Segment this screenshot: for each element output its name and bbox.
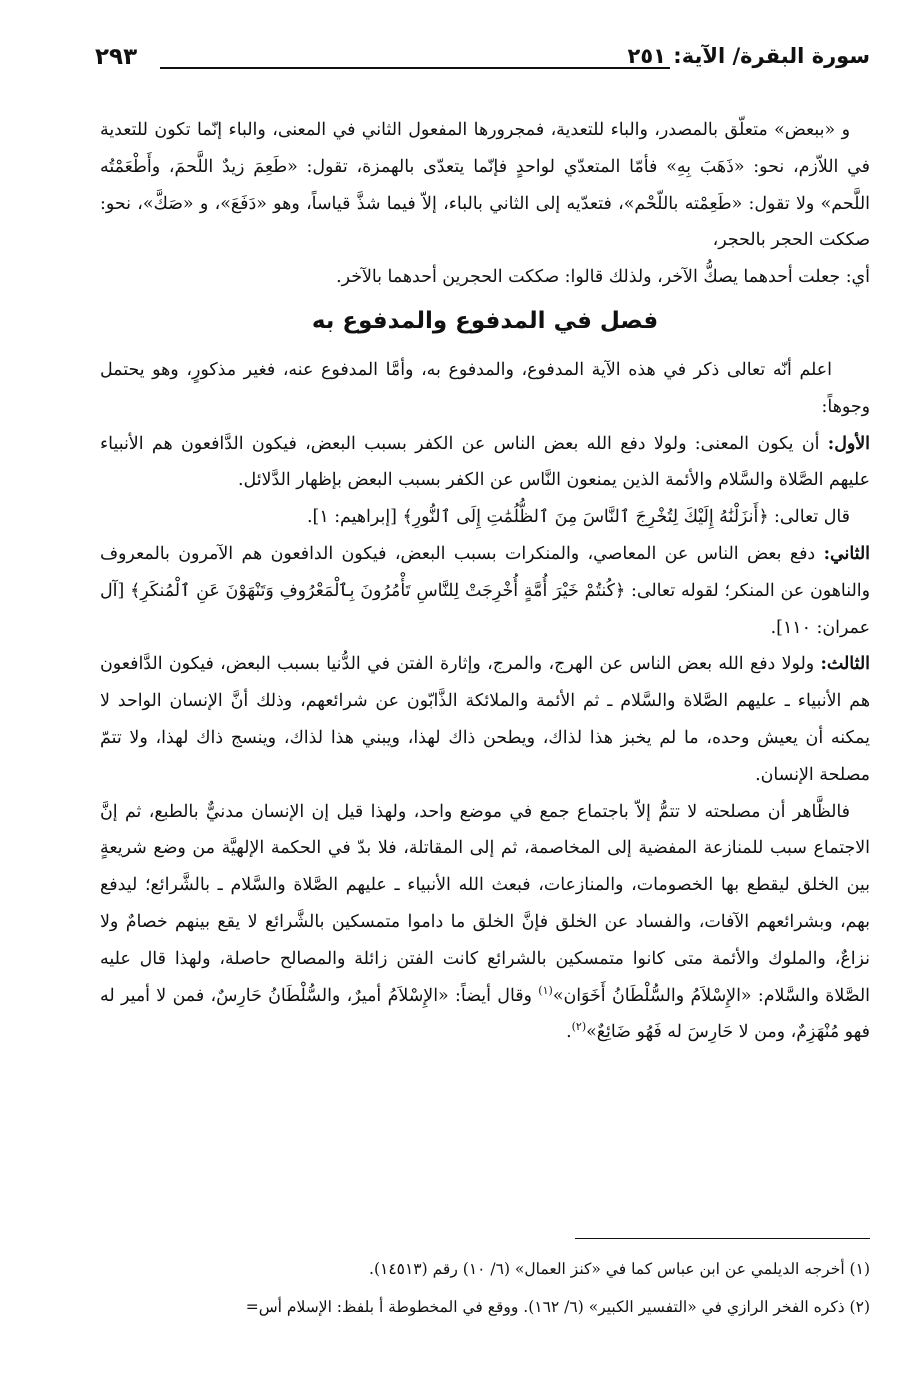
conclusion-text-c: . [566, 1022, 572, 1043]
conclusion-paragraph [100, 794, 870, 1052]
page-number: ٢٩٣ [95, 44, 138, 70]
main-text [100, 112, 870, 1051]
footnote-2: (٢) ذكره الفخر الرازي في «التفسير الكبير» (٦/ ١٦٢). ووقع في المخطوطة أ بلفظ: الإسلام أس= [245, 1298, 870, 1316]
first-aspect-paragraph [100, 426, 870, 500]
first-aspect-lead: الأول: [827, 433, 870, 454]
intro-paragraph-2: أي: جعلت أحدهما يصكُّ الآخر، ولذلك قالوا: صككت الحجرين أحدهما بالآخر. [336, 267, 870, 288]
intro-aspects-paragraph: اعلم أنّه تعالى ذكر في هذه الآية المدفوع، والمدفوع به، وأمَّا المدفوع عنه، فغير مذكورٍ، وهو يحتمل وجوهاً: [100, 359, 870, 417]
first-aspect-text: أن يكون المعنى: ولولا دفع الله بعض الناس عن الكفر بسبب البعض، فيكون الدَّافعون هم الأنبياء عليهم الصَّلاة والسَّلام والأئمة الذين يمنعون النَّاس عن الكفر بسبب البعض بإظهار الدَّلائل. [100, 433, 870, 491]
header-rule [160, 67, 670, 69]
third-aspect-lead: الثالث: [820, 654, 870, 675]
footnotes [100, 1250, 870, 1326]
footnote-ref-2[interactable]: (٢) [571, 1020, 587, 1034]
second-aspect-paragraph [100, 536, 870, 646]
sura-verse-label: سورة البقرة/ الآية: ٢٥١ [627, 44, 870, 68]
footnote-ref-1[interactable]: (١) [538, 983, 553, 997]
second-aspect-lead: الثاني: [823, 543, 870, 564]
section-title: فصل في المدفوع والمدفوع به [311, 307, 659, 334]
conclusion-text-a: فالظَّاهر أن مصلحته لا تتمُّ إلاّ باجتماع جمع في موضع واحد، ولهذا قيل إن الإنسان مدنيٌّ بالطبع، ثم إنَّ الاجتماع سبب للمنازعة المفضية إلى المخاصمة، ثم إلى المقاتلة، فلا بدّ في الحكمة الإلهيَّة من وضع شريعةٍ بين الخلق ليقطع بها الخصومات، والمنازعات، فبعث الله الأنبياء ـ عليهم الصَّلاة والسَّلام ـ بالشَّرائع؛ ليدفع بهم، وبشرائعهم الآفات، والفساد عن الخلق فإنَّ الخلق ما داموا متمسكين بالشَّرائع لا يقع بينهم خصامٌ ولا نزاعٌ، والملوك والأئمة متى كانوا متمسكين بالشرائع كانت الفتن زائلة والمصالح حاصلة، ولهذا قال عليه الصَّلاة والسَّلام: «الإِسْلاَمُ والسُّلْطَانُ أَخَوَان» [100, 801, 870, 1006]
footnote-separator [575, 1238, 870, 1239]
third-aspect-text: ولولا دفع الله بعض الناس عن الهرج، والمرج، وإثارة الفتن في الدُّنيا بسبب البعض، فيكون الدَّافعون هم الأنبياء ـ عليهم الصَّلاة والسَّلام ـ ثم الأئمة والملائكة الذَّابّون عن شرائعهم، وذلك أنَّ الإنسان الواحد لا يمكنه أن يعيش وحده، ما لم يخبز هذا لذاك، ويطحن ذاك لهذا، ويبني هذا لذاك، وينسج ذاك لهذا، ولا تتمّ مصلحة الإنسان. [100, 654, 870, 785]
intro-paragraph-1: و «ببعض» متعلّق بالمصدر، والباء للتعدية، فمجرورها المفعول الثاني في المعنى، والباء إنّما تكون للتعدية في اللاّزم، نحو: «ذَهَبَ بِهِ» فأمّا المتعدّي لواحدٍ فإنّما يتعدّى بالهمزة، تقول: «طَعِمَ زيدٌ اللَّحمَ، وأَطْعَمْتُه اللَّحم» ولا تقول: «طَعِمْته باللّحْم»، فتعدّيه إلى الثاني بالباء، إلاّ فيما شذَّ قياساً، وهو «دَفَعَ»، و «صَكَّ»، نحو: صككت الحجر بالحجر، [100, 120, 870, 251]
second-aspect-text: دفع بعض الناس عن المعاصي، والمنكرات بسبب البعض، فيكون الدافعون هم الآمرون بالمعروف والناهون عن المنكر؛ لقوله تعالى: ﴿كُنتُمْ خَيْرَ أُمَّةٍ أُخْرِجَتْ لِلنَّاسِ تَأْمُرُونَ بِٱلْمَعْرُوفِ وَتَنْهَوْنَ عَنِ ٱلْمُنكَرِ﴾ [آل عمران: ١١٠]. [100, 543, 870, 638]
page-header [95, 40, 870, 80]
first-aspect-quote: قال تعالى: ﴿أَنزَلْنَٰهُ إِلَيْكَ لِتُخْرِجَ ٱلنَّاسَ مِنَ ٱلظُّلُمَٰتِ إِلَى ٱلنُّورِ﴾ [إبراهيم: ١]. [307, 507, 850, 528]
third-aspect-paragraph [100, 646, 870, 793]
conclusion-text-b: وقال أيضاً: «الإِسْلاَمُ أميرٌ، والسُّلْطَانُ حَارِسٌ، فمن لا أمير له فهو مُنْهَزِمٌ، ومن لا حَارِسَ له فَهُو ضَائِعٌ» [100, 985, 870, 1043]
footnote-1: (١) أخرجه الديلمي عن ابن عباس كما في «كنز العمال» (٦/ ١٠) رقم (١٤٥١٣). [369, 1260, 870, 1278]
